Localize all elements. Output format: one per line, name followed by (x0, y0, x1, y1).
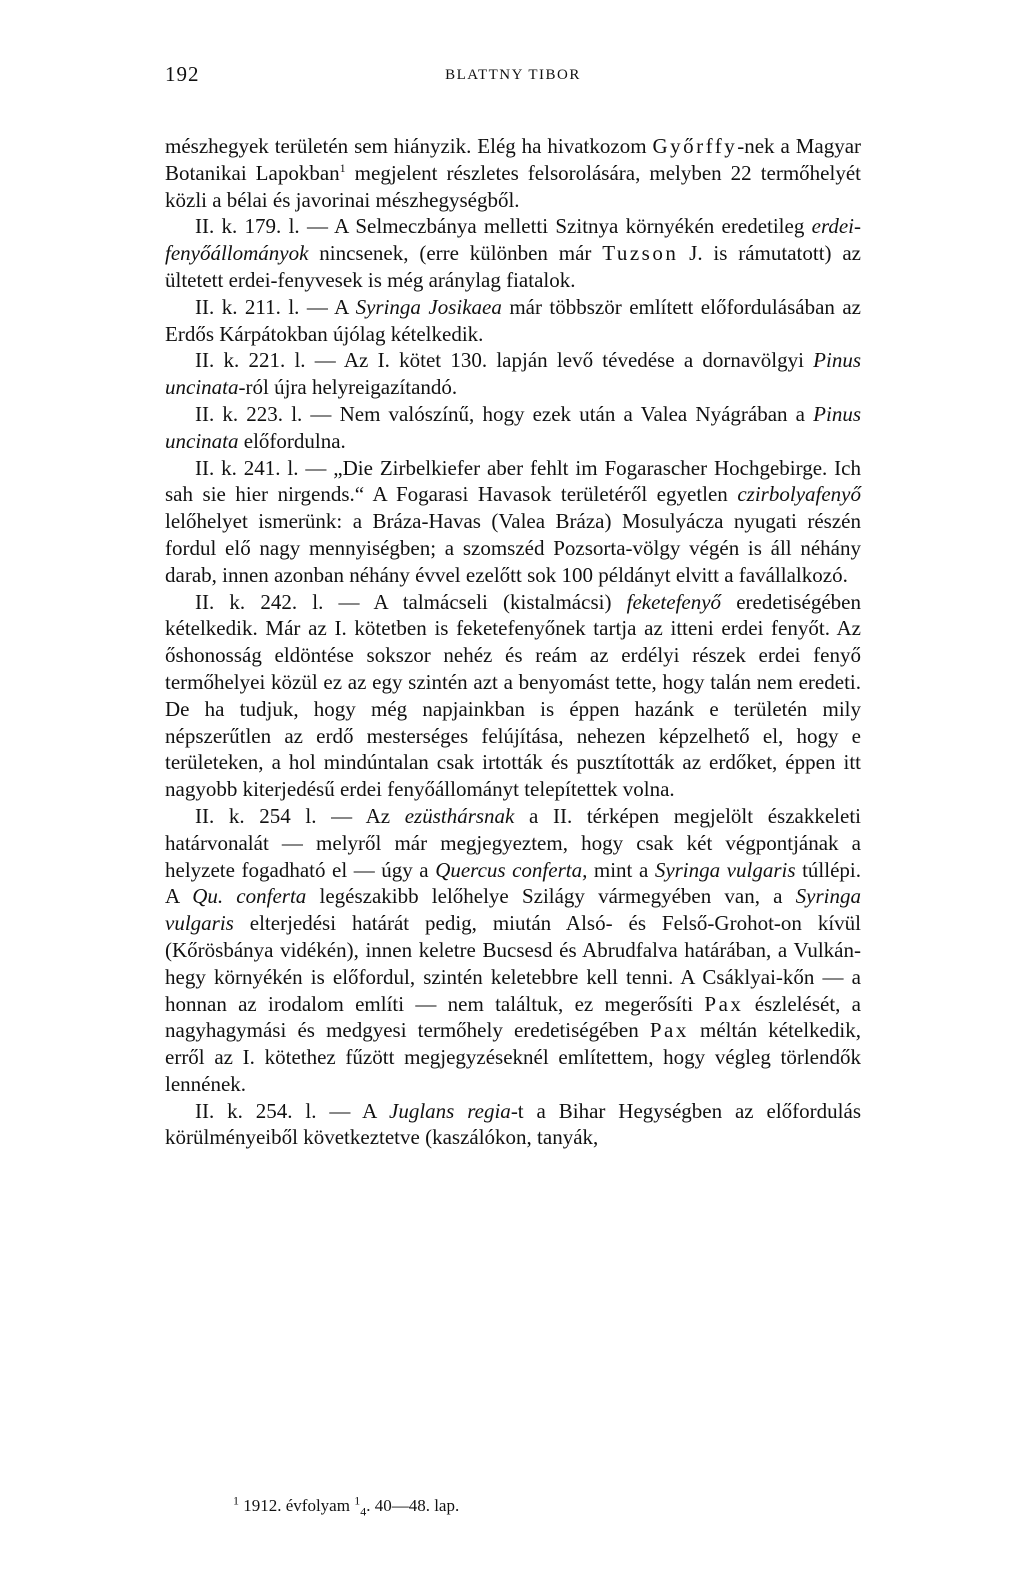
body-text (165, 133, 861, 1151)
fraction-denominator: 4 (360, 1504, 367, 1519)
species-name: Syringa vulgaris (165, 884, 861, 936)
author-name: Pax (649, 1018, 689, 1043)
author-name: Győrffy (652, 134, 738, 158)
author-name: Tuzson (602, 241, 679, 266)
italic-term: erdei-fenyőállományok (165, 214, 861, 266)
text-run: túllépi. A (165, 857, 861, 909)
text-run: nek a Magyar Botanikai Lapokban (165, 134, 862, 185)
text-run: már többször említett előfordulásában az Erdős Kárpátokban újólag kételkedik. (165, 294, 861, 346)
species-name: Pinus uncinata (165, 401, 861, 453)
text-run: mészhegyek területén sem hiányzik. Elég ha hivatkozom (165, 134, 653, 158)
text-run: II. k. 242. l. — A talmácseli (kistalmácsi) (195, 589, 627, 614)
page-number: 192 (165, 62, 200, 86)
paragraph-211 (165, 294, 861, 348)
footnote-reference: 1 (339, 160, 346, 175)
paragraph-continuation: mészhegyek területén sem hiányzik. Elég ha hivatkozom Győrffy-nek a Magyar Botanikai Lapokban$^1$ megjelent részletes felsorolására, melyben 22 termőhelyét közli a bélai és javorinai mészhegységből. (165, 134, 862, 212)
text-run: II. k. 179. l. — A Selmeczbánya melletti Szitnya környékén eredetileg (195, 214, 812, 239)
text-run: II. k. 254. l. — A (195, 1098, 390, 1123)
text-run: elterjedési határát pedig, miután Alsó- és Felső-Grohot-on kívül (Kőrösbánya vidékén), innen keletre Bucsesd és Abrudfalva határában, a Vulkán-hegy környékén is előfordul, szintén keletebbre kell tenni. A Csáklyai-kőn — a honnan az irodalom említi — nem találtuk, ez megerősíti (165, 911, 861, 1016)
species-name: Qu. conferta (192, 884, 307, 909)
fraction-numerator: 1 (354, 1493, 361, 1508)
footnote-text: 1912. évfolyam (239, 1496, 355, 1515)
running-head: BLATTNY TIBOR (445, 67, 581, 83)
paragraph-223 (165, 401, 861, 455)
species-name: Syringa vulgaris (654, 857, 796, 882)
paragraph-254-b (165, 1098, 861, 1152)
text-run: -ról újra helyreigazítandó. (238, 375, 458, 400)
italic-term: feketefenyő (626, 589, 722, 614)
text-run: a II. térképen megjelölt északkeleti határvonalát — melyről már megjegyeztem, hogy csak két végpontjának a helyzete fogadható el — úgy a (165, 803, 861, 882)
text-run: előfordulna. (238, 428, 346, 453)
paragraph-179 (165, 213, 861, 293)
species-name: Pinus uncinata (165, 348, 861, 400)
text-run: lelőhelyet ismerünk: a Bráza-Havas (Valea Bráza) Mosulyácza nyugati részén fordul elő nagy mennyiségben; a szomszéd Pozsorta-völgy végén is áll néhány darab, innen azonban néhány évvel ezelőtt sok 100 példányt elvitt a favállalkozó. (165, 509, 861, 587)
footnote (233, 1495, 853, 1522)
text-run: mint a (587, 857, 655, 882)
text-run: észlelését, a nagyhagymási és medgyesi termőhely eredetiségében (165, 991, 861, 1043)
text-run: II. k. 221. l. — Az I. kötet 130. lapján levő tévedése a dornavölgyi (195, 348, 814, 373)
species-name: Juglans regia (389, 1098, 511, 1123)
text-run: legészakibb lelőhelye Szilágy vármegyében van, a (306, 884, 796, 909)
footnote-mark: 1 (233, 1493, 239, 1508)
species-name: Syringa Josikaea (355, 294, 502, 319)
text-run: II. k. 223. l. — Nem valószínű, hogy ezek után a Valea Nyágrában a (195, 401, 814, 426)
text-run: J. is rámutatott) az ültetett erdei-fenyvesek is még aránylag fiatalok. (165, 241, 861, 292)
paragraph-254-a (165, 803, 861, 1098)
species-name: Quercus conferta, (435, 857, 588, 882)
paragraph-242 (165, 589, 861, 803)
text-run: II. k. 254 l. — Az (195, 803, 405, 828)
text-run: nincsenek, (erre különben már (308, 241, 603, 266)
paragraph-241 (165, 455, 861, 589)
text-run: eredetiségében kételkedik. Már az I. kötetben is feketefenyőnek tartja az itteni erdei fenyőt. Az őshonosság eldöntése sokszor nehéz és reám az erdélyi részek erdei fenyő termőhelyei közül ez az egy szintén azt a benyomást tette, hogy talán nem eredeti. De ha tudjuk, hogy még napjainkban is éppen hazánk e területén mily népszerűtlen az erdő mesterséges felújítása, nehezen képzelhető el, hogy e területeken, a hol mindúntalan csak irtották és pusztították az erdőket, éppen itt nagyobb kiterjedésű erdei fenyőállományt telepítettek volna. (165, 589, 861, 802)
author-name: Pax (704, 991, 744, 1016)
text-run: -t a Bihar Hegységben az előfordulás körülményeiből következtetve (kaszálókon, tanyák, (165, 1098, 861, 1150)
page-header (165, 62, 861, 92)
italic-term: ezüsthársnak (404, 803, 515, 828)
text-run: II. k. 241. l. — „Die Zirbelkiefer aber fehlt im Fogarascher Hochgebirge. Ich sah sie hier nirgends.“ A Fogarasi Havasok területéről egyetlen (165, 455, 861, 507)
text-run: méltán kételkedik, erről az I. kötethez fűzött megjegyzéseknél említettem, hogy végleg törlendők lennének. (165, 1018, 861, 1096)
paragraph-221 (165, 347, 861, 401)
footnote-text: . 40—48. lap. (366, 1496, 460, 1515)
text-run: megjelent részletes felsorolására, melyben 22 termőhelyét közli a bélai és javorinai mészhegységből. (165, 160, 861, 212)
text-run: II. k. 211. l. — A (195, 294, 356, 319)
italic-term: czirbolyafenyő (737, 482, 861, 507)
